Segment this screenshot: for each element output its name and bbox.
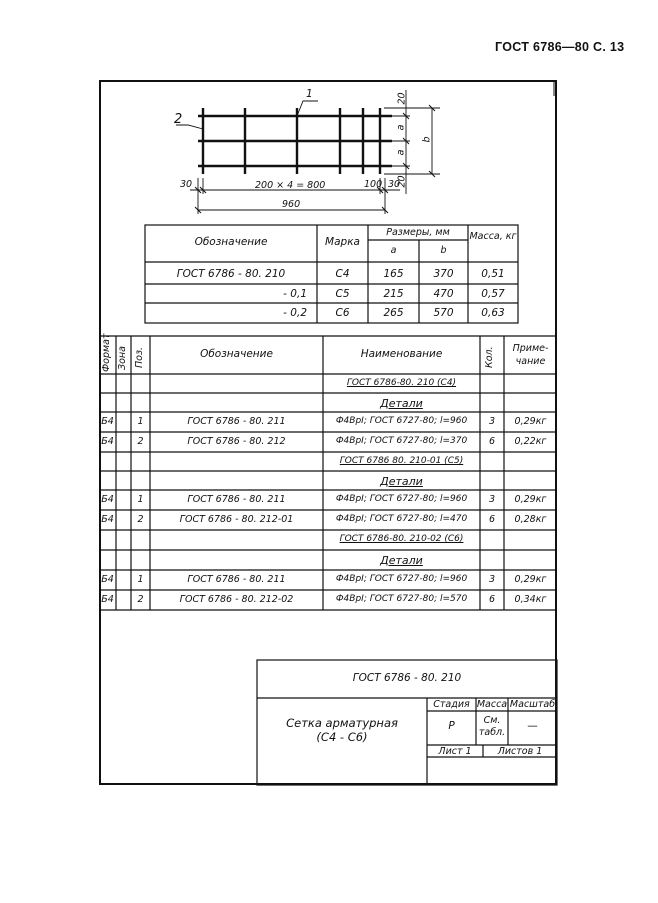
- spec-row-designation: ГОСТ 6786 - 80. 211: [187, 574, 286, 585]
- spec-row-designation: ГОСТ 6786 - 80. 212-01: [179, 514, 294, 525]
- size-table-header-designation: Обозначение: [194, 236, 268, 248]
- spec-row-format: Б4: [101, 494, 114, 505]
- spec-header-name: Наименование: [360, 348, 443, 360]
- title-block-mass-value: См. табл.: [478, 715, 506, 738]
- spec-row-name: Ф4ВрI; ГОСТ 6727-80; l=960: [335, 574, 468, 584]
- size-table-cell-mass: 0,57: [481, 288, 505, 300]
- spec-row-name: Ф4ВрI; ГОСТ 6727-80; l=960: [335, 494, 468, 504]
- page-header: ГОСТ 6786—80 С. 13: [495, 40, 625, 54]
- spec-row-qty: 3: [488, 494, 496, 505]
- spec-row-format: Б4: [101, 514, 114, 525]
- spec-row-pos: 2: [137, 436, 144, 447]
- size-table-cell-mark: С6: [335, 307, 350, 319]
- spec-header-pos: Поз.: [134, 346, 145, 368]
- size-table-header-b: b: [440, 245, 447, 256]
- spec-row-qty: 3: [488, 574, 496, 585]
- dim-right-100: 100: [364, 179, 383, 190]
- spec-row-format: Б4: [101, 594, 114, 605]
- dim-a-1: a: [395, 124, 407, 131]
- spec-row-designation: ГОСТ 6786 - 80. 212: [187, 436, 286, 447]
- spec-row-pos: 1: [137, 416, 144, 427]
- dim-total: 960: [282, 199, 301, 210]
- dim-a-2: a: [395, 149, 407, 156]
- dim-middle: 200 × 4 = 800: [255, 180, 326, 191]
- title-block-title-line1: Сетка арматурная: [286, 716, 398, 730]
- spec-header-zone: Зона: [117, 346, 128, 370]
- size-table-cell-a: 165: [383, 268, 404, 280]
- spec-row-format: Б4: [101, 416, 114, 427]
- position-2-label: 2: [174, 112, 183, 127]
- spec-header-designation: Обозначение: [200, 348, 273, 360]
- size-table-cell-mass: 0,51: [481, 268, 505, 280]
- size-table-cell-b: 570: [433, 307, 454, 319]
- spec-row-note: 0,34кг: [514, 594, 547, 605]
- spec-row-name: Детали: [380, 397, 423, 410]
- title-block-sheet: Лист 1: [438, 746, 472, 757]
- size-table-cell-a: 265: [383, 307, 404, 319]
- spec-header-qty: Кол.: [484, 346, 495, 368]
- size-table-header-a: a: [390, 245, 397, 256]
- position-1-label: 1: [306, 88, 313, 100]
- spec-row-qty: 3: [488, 416, 496, 427]
- title-block-mass-label: Масса: [476, 699, 508, 710]
- spec-row-name: Ф4ВрI; ГОСТ 6727-80; l=470: [335, 514, 468, 524]
- size-table-header-sizes: Размеры, мм: [386, 227, 450, 238]
- spec-header-format: Формат: [101, 333, 112, 372]
- size-table-cell-b: 370: [433, 268, 454, 280]
- spec-row-qty: 6: [488, 436, 496, 447]
- spec-row-designation: ГОСТ 6786 - 80. 211: [187, 494, 286, 505]
- spec-row-name: Ф4ВрI; ГОСТ 6727-80; l=960: [335, 416, 468, 426]
- size-table-cell-mark: С5: [335, 288, 350, 300]
- size-table-cell-a: 215: [383, 288, 404, 300]
- size-table-cell-mass: 0,63: [481, 307, 505, 319]
- title-block-stage-value: Р: [448, 720, 455, 732]
- mesh-drawing: [198, 108, 392, 174]
- title-block-doc-number: ГОСТ 6786 - 80. 210: [352, 672, 462, 684]
- spec-row-name: Детали: [380, 554, 423, 567]
- spec-header-note: Приме-чание: [512, 343, 549, 367]
- spec-row-qty: 6: [488, 594, 496, 605]
- size-table-cell-designation: - 0,1: [283, 288, 307, 300]
- dim-bottom-20: 20: [396, 175, 408, 188]
- title-block-scale-value: —: [527, 720, 538, 732]
- spec-row-name: Детали: [380, 475, 423, 488]
- spec-row-pos: 2: [137, 514, 144, 525]
- spec-row-name: ГОСТ 6786 80. 210-01 (С5): [339, 456, 464, 466]
- spec-row-pos: 2: [137, 594, 144, 605]
- spec-row-format: Б4: [101, 436, 114, 447]
- size-table-cell-designation: ГОСТ 6786 - 80. 210: [176, 268, 286, 280]
- spec-row-name: Ф4ВрI; ГОСТ 6727-80; l=570: [335, 594, 468, 604]
- title-block-scale-label: Масштаб: [509, 699, 556, 710]
- spec-row-pos: 1: [137, 494, 144, 505]
- spec-row-format: Б4: [101, 574, 114, 585]
- dim-b: b: [421, 136, 433, 143]
- spec-row-note: 0,29кг: [514, 494, 547, 505]
- spec-row-note: 0,29кг: [514, 416, 547, 427]
- spec-row-pos: 1: [137, 574, 144, 585]
- spec-row-designation: ГОСТ 6786 - 80. 212-02: [179, 594, 294, 605]
- size-table-header-mass: Масса, кг: [469, 231, 517, 242]
- spec-row-note: 0,29кг: [514, 574, 547, 585]
- dim-right-30: 30: [388, 179, 401, 190]
- size-table-cell-b: 470: [433, 288, 454, 300]
- dim-top-20: 20: [396, 92, 408, 105]
- spec-row-name: ГОСТ 6786-80. 210-02 (С6): [339, 534, 464, 544]
- spec-row-name: ГОСТ 6786-80. 210 (С4): [346, 378, 457, 388]
- spec-row-name: Ф4ВрI; ГОСТ 6727-80; l=370: [335, 436, 468, 446]
- title-block-title-line2: (С4 - С6): [316, 730, 368, 744]
- spec-row-designation: ГОСТ 6786 - 80. 211: [187, 416, 286, 427]
- title-block-sheets: Листов 1: [497, 746, 543, 757]
- size-table-cell-designation: - 0,2: [283, 307, 307, 319]
- dim-left-30: 30: [180, 179, 193, 190]
- size-table-header-mark: Марка: [325, 236, 360, 248]
- spec-row-note: 0,28кг: [514, 514, 547, 525]
- size-table-cell-mark: С4: [335, 268, 350, 280]
- spec-row-qty: 6: [488, 514, 496, 525]
- spec-row-note: 0,22кг: [514, 436, 547, 447]
- title-block-stage-label: Стадия: [433, 699, 470, 710]
